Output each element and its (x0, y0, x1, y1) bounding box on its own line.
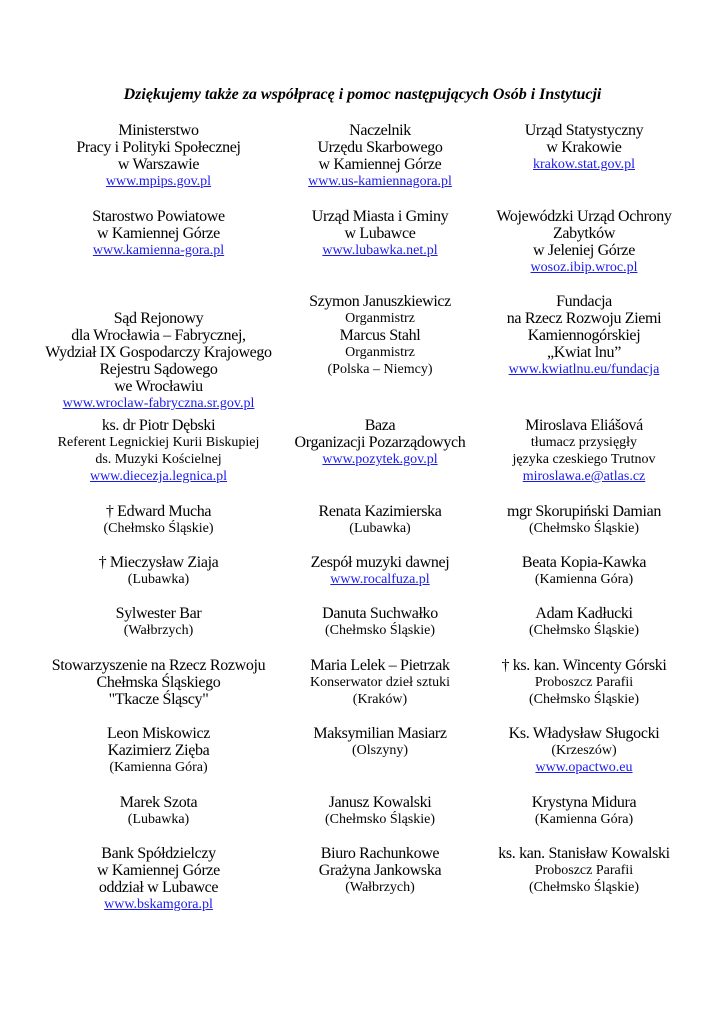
entry-name: Zabytków (552, 225, 616, 242)
acknowledgement-entry (30, 554, 287, 588)
acknowledgement-entry (473, 554, 695, 588)
acknowledgement-entry (287, 293, 473, 378)
page-heading: Dziękujemy także za współpracę i pomoc następujących Osób i Instytucji (123, 86, 602, 103)
entry-name: Wydział IX Gospodarczy Krajowego (45, 344, 272, 361)
entry-name: oddział w Lubawce (98, 879, 219, 896)
acknowledgement-entry (287, 503, 473, 537)
website-link[interactable]: www.lubawka.net.pl (322, 243, 438, 258)
entry-name: Beata Kopia-Kawka (521, 554, 647, 571)
entry-name: ks. dr Piotr Dębski (101, 417, 216, 434)
acknowledgement-entry (287, 554, 473, 588)
website-link[interactable]: miroslawa.e@atlas.cz (522, 469, 646, 484)
entry-name: w Kamiennej Górze (97, 225, 220, 242)
acknowledgement-entry (30, 503, 287, 537)
entry-detail: (Chełmsko Śląskie) (528, 880, 640, 895)
acknowledgement-entry (473, 845, 695, 896)
website-link[interactable]: www.kamienna-gora.pl (92, 243, 225, 258)
entry-name: Szymon Januszkiewicz (309, 293, 451, 310)
entry-detail: Konserwator dzieł sztuki (310, 675, 450, 690)
entry-name: Grażyna Jankowska (318, 862, 442, 879)
entry-detail: Organmistrz (345, 311, 415, 326)
acknowledgement-entry (287, 657, 473, 708)
website-link[interactable]: www.wroclaw-fabryczna.sr.gov.pl (62, 396, 255, 411)
entry-name: „Kwiat lnu” (547, 344, 621, 361)
entry-name: Chełmska Śląskiego (96, 674, 221, 691)
entry-name: w Warszawie (117, 156, 200, 173)
acknowledgement-entry (473, 122, 695, 173)
entry-name: Bank Spółdzielczy (101, 845, 216, 862)
entry-name: Urząd Miasta i Gminy (311, 208, 449, 225)
entry-name: Urząd Statystyczny (524, 122, 644, 139)
website-link[interactable]: www.diecezja.legnica.pl (89, 469, 228, 484)
acknowledgement-entry (287, 605, 473, 639)
website-link[interactable]: www.opactwo.eu (535, 760, 633, 775)
entry-detail: (Chełmsko Śląskie) (528, 521, 640, 536)
acknowledgement-entry (30, 122, 287, 190)
acknowledgement-entry (473, 503, 695, 537)
acknowledgement-entry (287, 725, 473, 759)
entry-name: Organizacji Pozarządowych (294, 434, 466, 451)
acknowledgement-entry (473, 657, 695, 708)
website-link[interactable]: wosoz.ibip.wroc.pl (530, 260, 638, 275)
entry-name: w Krakowie (546, 139, 622, 156)
entry-name: "Tkacze Śląscy" (108, 691, 209, 708)
entry-name: Naczelnik (349, 122, 411, 139)
entry-name: Danuta Suchwałko (322, 605, 438, 622)
entry-name: Wojewódzki Urząd Ochrony (496, 208, 672, 225)
entry-detail: (Wałbrzych) (123, 623, 194, 638)
entry-name: w Lubawce (344, 225, 416, 242)
entry-name: Renata Kazimierska (318, 503, 442, 520)
entry-detail: (Chełmsko Śląskie) (103, 521, 214, 536)
entry-name: mgr Skorupiński Damian (506, 503, 662, 520)
website-link[interactable]: krakow.stat.gov.pl (533, 157, 635, 172)
entry-detail (30, 293, 287, 310)
acknowledgement-entry (473, 725, 695, 776)
acknowledgement-entry (30, 417, 287, 485)
entry-detail: Proboszcz Parafii (534, 863, 634, 878)
entry-name: Ministerstwo (118, 122, 199, 139)
entry-name: Rejestru Sądowego (99, 361, 218, 378)
entry-name: Kamiennogórskiej (527, 327, 641, 344)
website-link[interactable]: www.bskamgora.pl (104, 897, 213, 912)
entry-detail: (Krzeszów) (551, 743, 617, 758)
acknowledgement-entry (30, 605, 287, 639)
entry-detail: Referent Legnickiej Kurii Biskupiej (57, 435, 260, 450)
entry-name: w Kamiennej Górze (97, 862, 220, 879)
acknowledgement-entry (30, 657, 287, 708)
entry-detail: (Lubawka) (349, 521, 411, 536)
website-link[interactable]: www.pozytek.gov.pl (322, 452, 438, 467)
entry-name: † Edward Mucha (105, 503, 212, 520)
acknowledgement-entry (473, 208, 695, 276)
entry-detail: (Chełmsko Śląskie) (528, 623, 640, 638)
entry-detail: ds. Muzyki Kościelnej (95, 452, 222, 467)
entry-detail: (Polska – Niemcy) (327, 362, 433, 377)
acknowledgement-entry (473, 417, 695, 485)
acknowledgement-entry (287, 417, 473, 468)
acknowledgement-entry (287, 794, 473, 828)
website-link[interactable]: www.rocalfuza.pl (330, 572, 430, 587)
entry-name: Krystyna Midura (531, 794, 637, 811)
entry-name: we Wrocławiu (114, 378, 203, 395)
website-link[interactable]: www.mpips.gov.pl (105, 174, 212, 189)
acknowledgement-entry (30, 845, 287, 913)
entry-name: Stowarzyszenie na Rzecz Rozwoju (51, 657, 266, 674)
entry-detail: (Kamienna Góra) (534, 572, 634, 587)
entry-name: Maria Lelek – Pietrzak (310, 657, 450, 674)
entry-name: w Kamiennej Górze (318, 156, 442, 173)
acknowledgement-entry (30, 794, 287, 828)
entry-detail: (Chełmsko Śląskie) (528, 692, 640, 707)
entry-name: Sąd Rejonowy (113, 310, 204, 327)
entry-detail: (Kraków) (352, 692, 408, 707)
entry-name: ks. kan. Stanisław Kowalski (498, 845, 670, 862)
entry-name: Leon Miskowicz (106, 725, 211, 742)
entry-name: Marcus Stahl (339, 327, 421, 344)
entry-detail: Proboszcz Parafii (534, 675, 634, 690)
acknowledgement-entry (287, 845, 473, 896)
acknowledgement-entry (30, 208, 287, 259)
entry-detail: (Kamienna Góra) (109, 760, 208, 775)
entry-detail: (Chełmsko Śląskie) (324, 812, 436, 827)
entry-detail: (Lubawka) (127, 572, 190, 587)
entry-detail: (Lubawka) (127, 812, 190, 827)
website-link[interactable]: www.us-kamiennagora.pl (308, 174, 452, 189)
entry-name: Miroslava Eliášová (525, 417, 643, 434)
entry-detail: tłumacz przysięgły (530, 435, 638, 450)
entry-name: † ks. kan. Wincenty Górski (501, 657, 667, 674)
acknowledgement-entry (473, 794, 695, 828)
entry-name: Zespół muzyki dawnej (310, 554, 450, 571)
entry-name: Pracy i Polityki Społecznej (76, 139, 241, 156)
website-link[interactable]: www.kwiatlnu.eu/fundacja (508, 362, 660, 377)
entry-name: Maksymilian Masiarz (313, 725, 447, 742)
entry-detail: Organmistrz (345, 345, 415, 360)
entry-name: Fundacja (556, 293, 612, 310)
entry-name: Baza (364, 417, 396, 434)
entry-name: † Mieczysław Ziaja (98, 554, 219, 571)
entry-name: Kazimierz Zięba (107, 742, 210, 759)
acknowledgement-entry (287, 208, 473, 259)
entry-name: na Rzecz Rozwoju Ziemi (506, 310, 662, 327)
entry-detail: (Wałbrzych) (345, 880, 415, 895)
acknowledgement-entry (473, 293, 695, 378)
entry-name: Biuro Rachunkowe (320, 845, 440, 862)
acknowledgement-entry (473, 605, 695, 639)
entry-name: w Jeleniej Górze (533, 242, 635, 259)
entry-name: Ks. Władysław Sługocki (508, 725, 660, 742)
acknowledgement-entry (287, 122, 473, 190)
entry-detail: (Olszyny) (352, 743, 408, 758)
entry-detail: (Kamienna Góra) (534, 812, 634, 827)
entry-name: Adam Kadłucki (535, 605, 633, 622)
acknowledgement-entry (30, 293, 287, 412)
entry-name: dla Wrocławia – Fabrycznej, (71, 327, 246, 344)
entry-detail: (Chełmsko Śląskie) (324, 623, 436, 638)
entry-name: Starostwo Powiatowe (92, 208, 225, 225)
acknowledgement-entry (30, 725, 287, 776)
entry-name: Janusz Kowalski (328, 794, 432, 811)
entry-name: Marek Szota (119, 794, 198, 811)
entry-detail: języka czeskiego Trutnov (512, 452, 656, 467)
entry-name: Sylwester Bar (115, 605, 202, 622)
entry-name: Urzędu Skarbowego (317, 139, 443, 156)
